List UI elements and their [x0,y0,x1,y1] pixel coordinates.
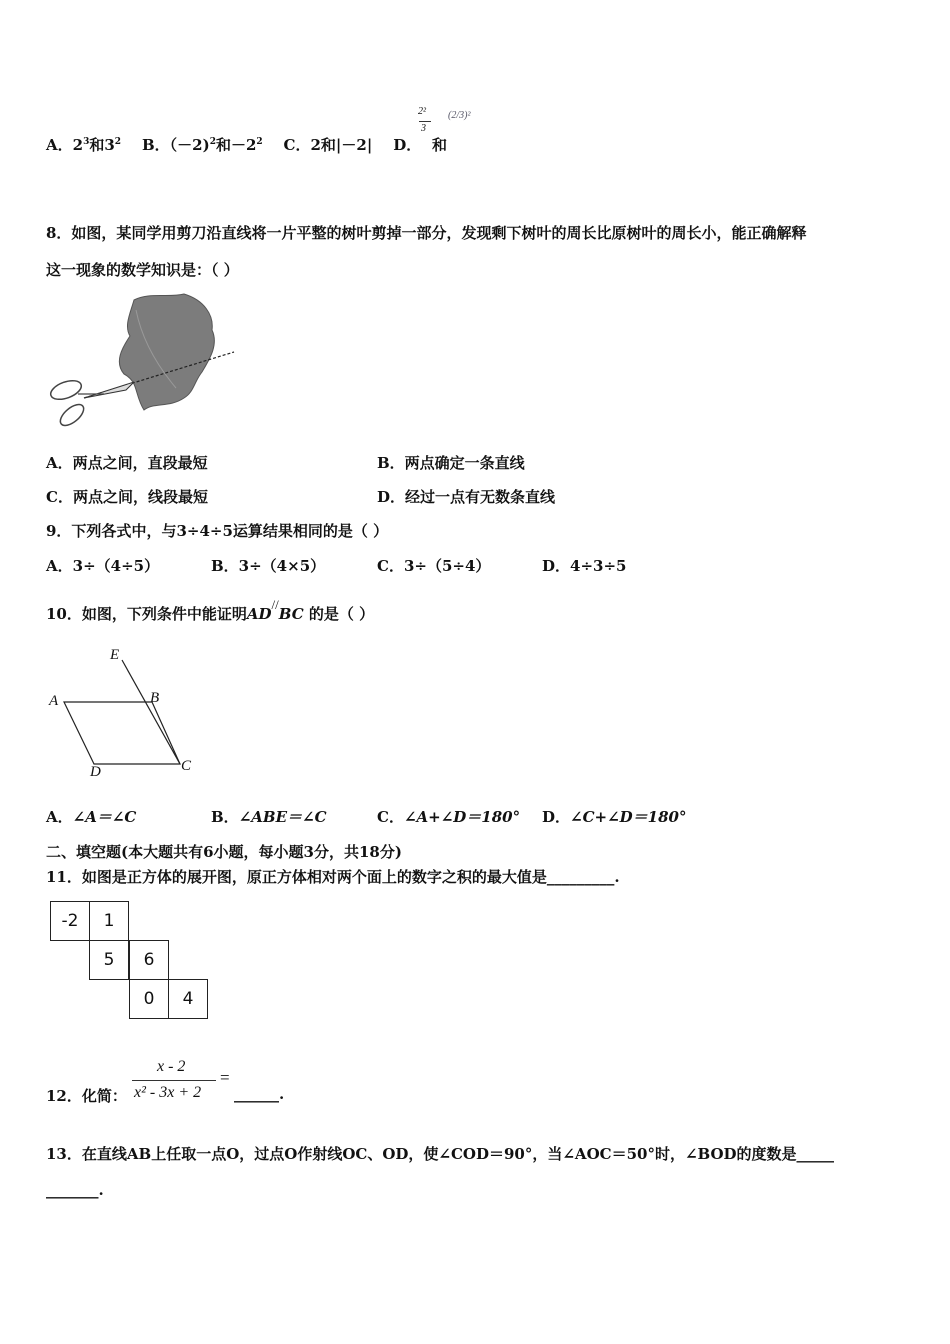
net-cell: -2 [50,901,90,941]
q7-d-fraction-top: 2² [418,106,426,117]
q10-stem-suffix: 的是（ ） [308,605,375,623]
q7-a-mid: 和 [89,136,105,154]
q7-d-paren-expression: (2/3)² [448,110,471,121]
q12-equals: = [220,1068,230,1087]
q9-option-d: D．4÷3÷5 [542,557,627,575]
q10-option-a [46,806,136,827]
q9-option-b: B．3÷（4×5） [211,557,326,575]
q10-option-a-text: ∠A＝∠C [72,808,137,826]
q7-a-base1: 2 [72,136,84,154]
q8-option-d: D．经过一点有无数条直线 [377,488,556,506]
q7-c-text: 2和|－2| [310,136,373,154]
q7-a-exp1: 3 [83,137,90,147]
q7-b-label: B． [141,136,170,154]
line-eb [122,660,180,764]
q12-numerator: x - 2 [157,1058,186,1075]
leaf-shape [119,294,214,410]
q10-parallel: // [271,597,279,612]
q7-b-exp2: 2 [256,137,263,147]
q10-label-c: C [181,758,192,774]
q13-line1: 13．在直线AB上任取一点O，过点O作射线OC、OD，使∠COD＝90°，当∠AOC＝50°时，∠BOD的度数是_____ [46,1145,835,1163]
q10-option-c-text: ∠A+∠D＝180° [403,808,521,826]
net-cell: 1 [89,901,129,941]
q10-option-c-label: C． [377,808,404,826]
net-cell: 6 [129,940,169,980]
q7-b-mid: 和－2 [215,136,257,154]
q10-bc: BC [278,605,304,623]
q10-option-c [377,806,520,827]
q10-label-b: B [150,690,160,706]
net-cell: 5 [89,940,129,980]
q11-stem: 11．如图是正方体的展开图，原正方体相对两个面上的数字之积的最大值是_________. [46,868,620,886]
q7-d-label: D． [393,136,422,154]
q12-label: 12．化简： [46,1087,127,1105]
q12-denominator: x² - 3x + 2 [134,1084,202,1101]
q7-c-label: C． [283,136,311,154]
q10-stem [46,597,375,624]
scissors-handle-2 [57,401,87,430]
q8-stem-line2: 这一现象的数学知识是：（ ） [46,261,239,279]
q7-d-fraction-bar [419,121,431,122]
q10-option-b-label: B． [211,808,239,826]
scissors-blade [84,382,134,398]
q10-stem-prefix: 10．如图，下列条件中能证明 [46,605,247,623]
q9-option-c: C．3÷（5÷4） [377,557,491,575]
q8-option-b: B．两点确定一条直线 [377,454,525,472]
q10-option-d-label: D． [542,808,571,826]
net-cell: 0 [129,979,169,1019]
q10-option-d [542,806,686,827]
q7-a-exp2: 2 [114,137,122,147]
q7-a-base2: 3 [104,136,115,154]
q13-line2-blank[interactable]: _______. [46,1181,104,1199]
q7-b-exp1: 2 [209,137,216,147]
scissors-handle-1 [48,377,84,403]
q7-b-part1: （－2) [169,136,210,154]
q10-option-a-label: A． [46,808,73,826]
q10-option-b-text: ∠ABE＝∠C [238,808,327,826]
q8-option-c: C．两点之间，线段最短 [46,488,208,506]
q7-a-label: A． [46,136,73,154]
q7-options [46,134,421,155]
net-cell: 4 [168,979,208,1019]
q8-option-a: A．两点之间，直段最短 [46,454,208,472]
leaf-scissors-figure [44,290,244,430]
section-2-heading: 二、填空题(本大题共有6小题，每小题3分，共18分) [46,843,402,861]
q10-label-e: E [110,647,120,663]
q7-d-mid: 和 [432,136,448,154]
q10-ad: AD [246,605,272,623]
q7-d-fraction-bottom: 3 [421,123,426,134]
q10-option-b [211,806,327,827]
q10-label-d: D [90,764,101,780]
q12-answer-blank[interactable]: ______. [234,1085,285,1103]
q10-label-a: A [49,693,59,709]
q12-fraction-bar [132,1080,216,1081]
q8-stem-line1: 8．如图，某同学用剪刀沿直线将一片平整的树叶剪掉一部分，发现剩下树叶的周长比原树叶的周长小，能正确解释 [46,224,807,242]
q10-option-d-text: ∠C+∠D＝180° [570,808,687,826]
q9-stem: 9．下列各式中，与3÷4÷5运算结果相同的是（ ） [46,522,389,540]
q9-option-a: A．3÷（4÷5） [46,557,160,575]
